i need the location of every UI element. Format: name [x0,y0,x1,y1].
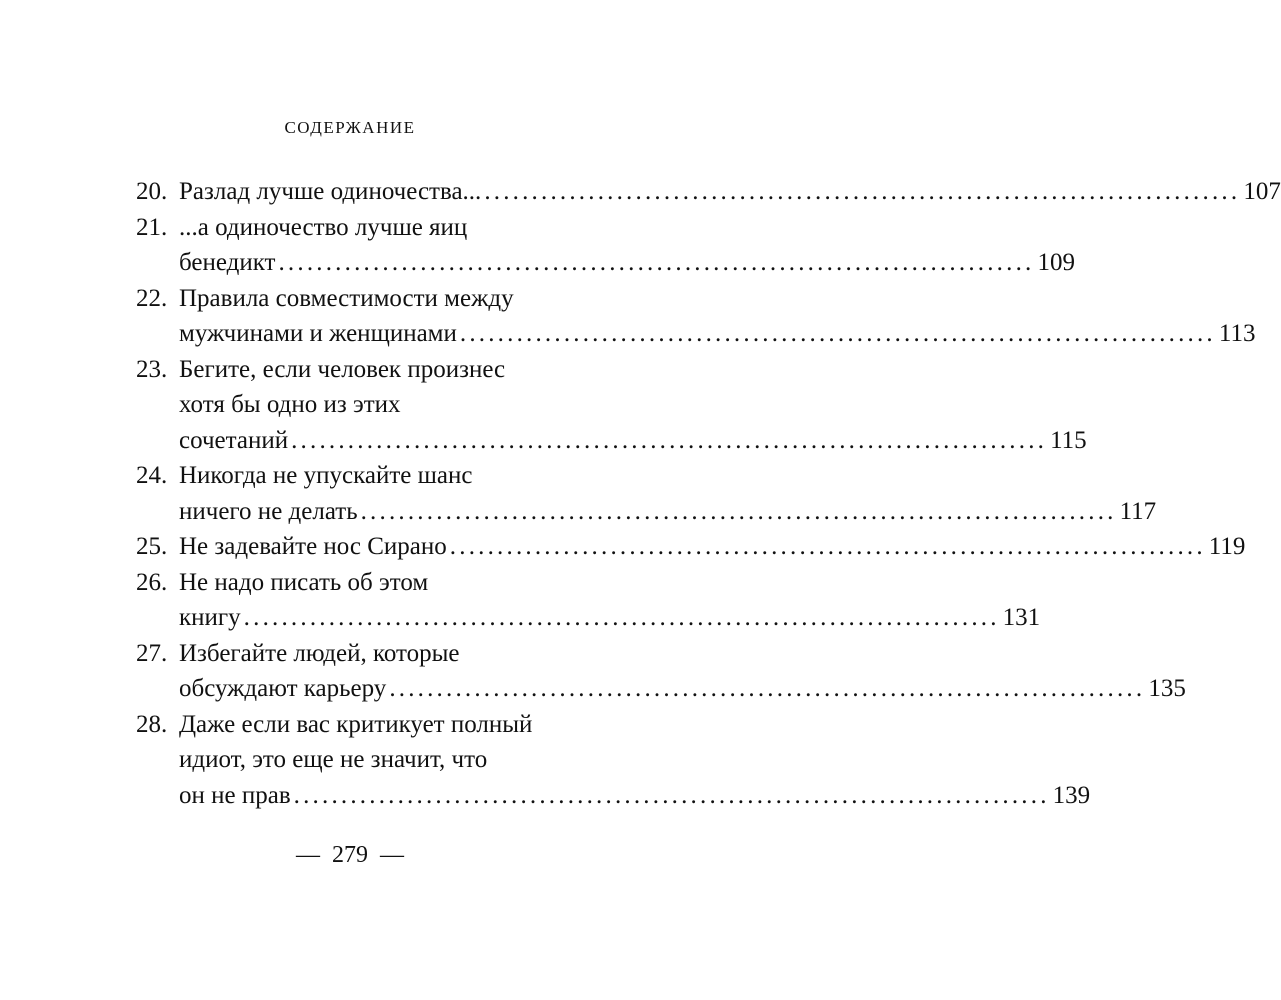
running-head-title: СОДЕРЖАНИЕ [284,118,416,137]
table-of-contents [136,174,1281,813]
toc-entry-title-line: хотя бы одно из этих [179,391,401,418]
toc-entry-title-line: Не надо писать об этом [179,568,429,596]
toc-entry [136,174,1281,210]
toc-entry-title: сочетаний [179,426,289,454]
toc-entry-title-line: Избегайте людей, которые [179,639,460,667]
toc-leader-dots: ................................................................................ [389,675,1146,702]
toc-entry-page: 107 [1243,178,1281,205]
toc-entry-title-line: Никогда не упускайте шанс [179,462,473,489]
toc-entry-title: обсуждают карьеру [179,675,387,702]
toc-entry-title-line: Правила совместимости между [179,284,514,312]
toc-entry [136,458,1157,529]
toc-leader-dots: ................................................................................ [243,604,1000,631]
toc-entry-number: 24. [136,462,168,489]
toc-entry-page: 115 [1050,426,1087,454]
toc-leader-dots: ................................................................................ [278,249,1035,276]
toc-entry [136,636,1186,707]
toc-entry-last-line [179,423,1087,459]
toc-entry-title: бенедикт [179,249,276,276]
toc-entry [136,352,1087,459]
toc-entry-page: 135 [1148,675,1186,702]
toc-entry-title-line: Даже если вас критикует полный [179,710,533,738]
toc-entry-last-line [179,494,1157,530]
toc-entry [136,565,1041,636]
toc-entry-body [179,174,1281,210]
toc-entry-body [179,210,1075,281]
toc-entry-number: 27. [136,639,168,667]
toc-entry-page: 139 [1052,781,1091,809]
toc-entry-last-line [179,245,1075,281]
toc-entry-body [179,458,1157,529]
toc-entry-page: 131 [1002,604,1041,631]
toc-entry-number: 20. [136,178,168,205]
toc-entry-title-line: Бегите, если человек произнес [179,355,506,383]
toc-entry-page: 113 [1218,320,1256,347]
toc-entry-title: Не задевайте нос Сирано [179,533,447,560]
toc-entry [136,281,1256,352]
toc-entry-page: 117 [1119,497,1157,525]
toc-entry [136,707,1091,814]
toc-entry-last-line [179,316,1256,352]
toc-entry-last-line [179,600,1041,636]
folio-ornament-right: — [380,842,404,868]
toc-leader-dots: ................................................................................ [291,426,1048,454]
toc-entry-title: мужчинами и женщинами [179,320,457,347]
toc-entry-number: 23. [136,355,168,383]
toc-entry-body [179,636,1186,707]
toc-entry-number: 21. [136,213,168,241]
toc-entry-title: ничего не делать [179,497,358,525]
toc-leader-dots: ................................................................................ [293,781,1050,809]
toc-entry-number: 26. [136,568,168,596]
toc-leader-dots: ................................................................................ [449,533,1206,560]
toc-entry-title-line: ...а одиночество лучше яиц [179,213,468,241]
toc-entry-body [179,352,1087,459]
toc-entry-last-line [179,671,1186,707]
page-number: 279 [332,842,368,868]
page-folio [0,842,700,869]
toc-entry-body [179,281,1256,352]
toc-entry-title: книгу [179,604,241,631]
toc-entry-body [179,565,1041,636]
toc-entry-number: 28. [136,710,168,738]
toc-entry-last-line [179,778,1091,814]
toc-entry-title: Разлад лучше одиночества... [179,178,482,205]
toc-entry-number: 25. [136,533,168,560]
toc-entry-title: он не прав [179,781,291,809]
toc-entry-title-line: идиот, это еще не значит, что [179,746,488,773]
toc-entry [136,529,1246,565]
toc-entry-page: 109 [1037,249,1075,276]
folio-ornament-left: — [296,842,320,868]
toc-entry-body [179,529,1246,565]
toc-entry-page: 119 [1208,533,1246,560]
toc-entry-body [179,707,1091,814]
toc-entry [136,210,1075,281]
toc-entry-last-line [179,529,1246,565]
toc-leader-dots: ................................................................................ [459,320,1216,347]
toc-entry-last-line [179,174,1281,210]
toc-entry-number: 22. [136,284,168,312]
toc-leader-dots: ................................................................................ [484,178,1241,205]
toc-leader-dots: ................................................................................ [360,497,1117,525]
